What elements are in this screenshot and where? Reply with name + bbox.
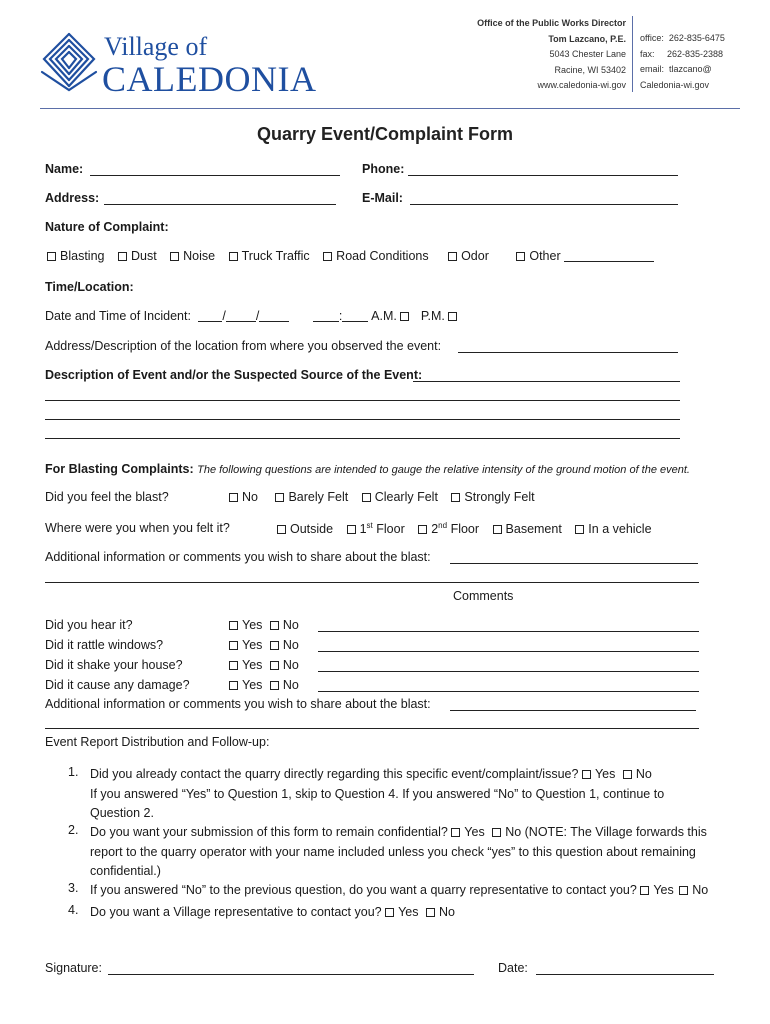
q3-yes-checkbox[interactable] bbox=[640, 886, 649, 895]
checkbox[interactable] bbox=[229, 641, 238, 650]
checkbox[interactable] bbox=[229, 661, 238, 670]
q2-no-checkbox[interactable] bbox=[492, 828, 501, 837]
question-hear: Did you hear it? bbox=[45, 618, 133, 632]
option-dust[interactable]: Dust bbox=[118, 249, 157, 263]
description-label: Description of Event and/or the Suspected Source of the Event: bbox=[45, 368, 423, 382]
option-basement[interactable]: Basement bbox=[493, 522, 562, 536]
where-question: Where were you when you felt it? bbox=[45, 521, 230, 535]
description-field[interactable] bbox=[413, 381, 680, 382]
day-field[interactable] bbox=[226, 321, 256, 322]
followup-label: Event Report Distribution and Follow-up: bbox=[45, 735, 270, 749]
question-rattle: Did it rattle windows? bbox=[45, 638, 164, 652]
address-field[interactable] bbox=[104, 204, 336, 205]
date-time-row: Date and Time of Incident: / / : A.M. P.M. bbox=[45, 309, 461, 323]
option-barely-felt[interactable]: Barely Felt bbox=[275, 490, 348, 504]
blasting-header bbox=[45, 462, 690, 476]
nature-label: Nature of Complaint: bbox=[45, 220, 169, 234]
fax: fax: 262-835-2388 bbox=[640, 48, 724, 59]
email-line2: Caledonia-wi.gov bbox=[640, 79, 710, 90]
time-location-label: Time/Location: bbox=[45, 280, 134, 294]
option-1st-floor[interactable]: 1st Floor bbox=[347, 522, 405, 536]
checkbox[interactable] bbox=[170, 252, 179, 261]
option-strongly-felt[interactable]: Strongly Felt bbox=[451, 490, 534, 504]
location-label: Address/Description of the location from where you observed the event: bbox=[45, 339, 442, 353]
logo-caledonia: CALEDONIA bbox=[102, 59, 317, 99]
additional-label: Additional information or comments you wish to share about the blast: bbox=[45, 550, 431, 564]
checkbox[interactable] bbox=[229, 252, 238, 261]
rattle-comment[interactable] bbox=[318, 651, 699, 652]
checkbox[interactable] bbox=[516, 252, 525, 261]
option-outside[interactable]: Outside bbox=[277, 522, 333, 536]
checkbox[interactable] bbox=[448, 252, 457, 261]
q1-yes-checkbox[interactable] bbox=[582, 770, 591, 779]
option-truck-traffic[interactable]: Truck Traffic bbox=[229, 249, 310, 263]
additional-line-2[interactable] bbox=[45, 728, 699, 729]
other-field[interactable] bbox=[564, 261, 654, 262]
additional-field[interactable] bbox=[450, 563, 698, 564]
option-road-conditions[interactable]: Road Conditions bbox=[323, 249, 428, 263]
director-name: Tom Lazcano, P.E. bbox=[548, 33, 626, 44]
option-2nd-floor[interactable]: 2nd Floor bbox=[418, 522, 479, 536]
q4-no-checkbox[interactable] bbox=[426, 908, 435, 917]
checkbox[interactable] bbox=[229, 493, 238, 502]
checkbox[interactable] bbox=[47, 252, 56, 261]
option-odor[interactable]: Odor bbox=[448, 249, 489, 263]
additional-field-2[interactable] bbox=[450, 710, 696, 711]
additional-label-2: Additional information or comments you wish to share about the blast: bbox=[45, 697, 431, 711]
nature-options bbox=[47, 249, 664, 263]
description-line[interactable] bbox=[45, 419, 680, 420]
question-shake: Did it shake your house? bbox=[45, 658, 183, 672]
office-address-block bbox=[420, 16, 626, 94]
logo-village-of: Village of bbox=[104, 32, 208, 61]
signature-field[interactable] bbox=[108, 974, 474, 975]
checkbox[interactable] bbox=[323, 252, 332, 261]
checkbox[interactable] bbox=[418, 525, 427, 534]
contact-block bbox=[640, 31, 725, 93]
checkbox[interactable] bbox=[270, 621, 279, 630]
header-rule bbox=[40, 108, 740, 109]
shake-options: Yes No bbox=[229, 658, 299, 672]
date-field[interactable] bbox=[536, 974, 714, 975]
city-address: Racine, WI 53402 bbox=[554, 64, 626, 75]
q4-yes-checkbox[interactable] bbox=[385, 908, 394, 917]
comments-heading: Comments bbox=[453, 589, 514, 603]
damage-comment[interactable] bbox=[318, 691, 699, 692]
am-checkbox[interactable] bbox=[400, 312, 409, 321]
blasting-note: The following questions are intended to gauge the relative intensity of the ground motion of the event. bbox=[197, 464, 690, 476]
form-title: Quarry Event/Complaint Form bbox=[256, 124, 514, 144]
additional-line[interactable] bbox=[45, 582, 699, 583]
description-line[interactable] bbox=[45, 438, 680, 439]
name-label: Name: bbox=[45, 162, 84, 176]
name-field[interactable] bbox=[90, 175, 340, 176]
hear-options: Yes No bbox=[229, 618, 299, 632]
email-line1: email: tlazcano@ bbox=[640, 64, 712, 74]
date-time-label: Date and Time of Incident: bbox=[45, 309, 191, 323]
checkbox[interactable] bbox=[277, 525, 286, 534]
q3-no-checkbox[interactable] bbox=[679, 886, 688, 895]
month-field[interactable] bbox=[198, 321, 222, 322]
signature-label: Signature: bbox=[45, 961, 102, 975]
hear-comment[interactable] bbox=[318, 631, 699, 632]
email-field[interactable] bbox=[410, 204, 678, 205]
checkbox[interactable] bbox=[575, 525, 584, 534]
checkbox[interactable] bbox=[229, 621, 238, 630]
address-label: Address: bbox=[45, 191, 100, 205]
checkbox[interactable] bbox=[493, 525, 502, 534]
option-in-a-vehicle[interactable]: In a vehicle bbox=[575, 522, 651, 536]
pm-label: P.M. bbox=[420, 309, 445, 323]
where-options bbox=[277, 521, 662, 536]
checkbox[interactable] bbox=[270, 641, 279, 650]
checkbox[interactable] bbox=[270, 681, 279, 690]
email-label: E-Mail: bbox=[362, 191, 403, 205]
option-clearly-felt[interactable]: Clearly Felt bbox=[362, 490, 438, 504]
option-noise[interactable]: Noise bbox=[170, 249, 215, 263]
checkbox[interactable] bbox=[229, 681, 238, 690]
checkbox[interactable] bbox=[118, 252, 127, 261]
location-field[interactable] bbox=[458, 352, 678, 353]
checkbox[interactable] bbox=[270, 661, 279, 670]
website: www.caledonia-wi.gov bbox=[537, 80, 626, 90]
checkbox[interactable] bbox=[347, 525, 356, 534]
rattle-options: Yes No bbox=[229, 638, 299, 652]
option-other[interactable]: Other bbox=[516, 249, 654, 263]
phone-field[interactable] bbox=[408, 175, 678, 176]
question-damage: Did it cause any damage? bbox=[45, 678, 190, 692]
damage-options: Yes No bbox=[229, 678, 299, 692]
q1-no-checkbox[interactable] bbox=[623, 770, 632, 779]
blasting-label: For Blasting Complaints: bbox=[45, 462, 194, 476]
hour-field[interactable] bbox=[313, 321, 339, 322]
phone-label: Phone: bbox=[362, 162, 405, 176]
am-label: A.M. bbox=[371, 309, 397, 323]
caledonia-logo-icon bbox=[36, 28, 102, 94]
minute-field[interactable] bbox=[342, 321, 368, 322]
checkbox[interactable] bbox=[362, 493, 371, 502]
date-label: Date: bbox=[498, 961, 528, 975]
q2-yes-checkbox[interactable] bbox=[451, 828, 460, 837]
description-line[interactable] bbox=[45, 400, 680, 401]
pm-checkbox[interactable] bbox=[448, 312, 457, 321]
shake-comment[interactable] bbox=[318, 671, 699, 672]
office-title: Office of the Public Works Director bbox=[477, 18, 626, 28]
year-field[interactable] bbox=[259, 321, 289, 322]
option-blasting[interactable]: Blasting bbox=[47, 249, 104, 263]
option-no[interactable]: No bbox=[229, 490, 258, 504]
feel-options bbox=[229, 490, 545, 504]
office-phone: office: 262-835-6475 bbox=[640, 33, 725, 43]
checkbox[interactable] bbox=[451, 493, 460, 502]
feel-question: Did you feel the blast? bbox=[45, 490, 169, 504]
street-address: 5043 Chester Lane bbox=[549, 49, 626, 59]
checkbox[interactable] bbox=[275, 493, 284, 502]
header-separator bbox=[632, 16, 633, 92]
